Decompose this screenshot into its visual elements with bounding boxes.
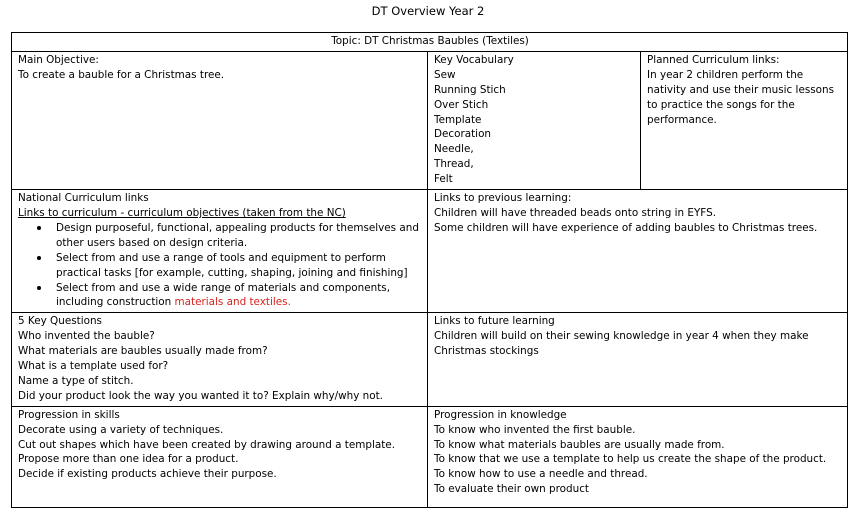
future-learning-cell <box>428 313 848 406</box>
planned-curriculum-heading: Planned Curriculum links: <box>647 53 780 66</box>
progression-knowledge-heading: Progression in knowledge <box>434 408 567 421</box>
vocab-item: Felt <box>434 173 453 186</box>
vocab-item: Decoration <box>434 128 492 141</box>
main-objective-heading: Main Objective: <box>18 53 99 66</box>
overview-table <box>11 32 848 508</box>
key-question: Name a type of stitch. <box>18 374 134 387</box>
vocab-item: Sew <box>434 68 456 81</box>
key-question: What materials are baubles usually made from? <box>18 345 268 358</box>
topic-header: Topic: DT Christmas Baubles (Textiles) <box>12 33 848 52</box>
main-objective-cell <box>12 51 428 189</box>
future-learning-text: Children will build on their sewing knowledge in year 4 when they make Christmas stockings <box>434 330 809 358</box>
vocab-item: Over Stich <box>434 98 489 111</box>
vocab-item: Needle, <box>434 143 474 156</box>
knowledge-item: To evaluate their own product <box>434 483 589 496</box>
key-vocabulary-cell <box>428 51 641 189</box>
previous-learning-heading: Links to previous learning: <box>434 192 572 205</box>
skill-item: Decide if existing products achieve their purpose. <box>18 468 277 481</box>
vocab-item: Template <box>434 113 482 126</box>
progression-skills-heading: Progression in skills <box>18 408 120 421</box>
progression-skills-cell <box>12 406 428 507</box>
skill-item: Propose more than one idea for a product. <box>18 453 239 466</box>
planned-curriculum-cell <box>641 51 848 189</box>
key-questions-cell <box>12 313 428 406</box>
key-questions-heading: 5 Key Questions <box>18 315 102 328</box>
knowledge-item: To know how to use a needle and thread. <box>434 468 648 481</box>
highlighted-text: materials and textiles. <box>174 296 291 309</box>
skill-item: Decorate using a variety of techniques. <box>18 423 224 436</box>
previous-learning-cell <box>428 190 848 313</box>
national-curriculum-heading: National Curriculum links <box>18 192 149 205</box>
document-title: DT Overview Year 2 <box>371 4 485 18</box>
progression-knowledge-cell <box>428 406 848 507</box>
previous-learning-line: Children will have threaded beads onto string in EYFS. <box>434 206 716 219</box>
key-question: Did your product look the way you wanted it to? Explain why/why not. <box>18 389 383 402</box>
planned-curriculum-text: In year 2 children perform the nativity and use their music lessons to practice the songs for the performance. <box>647 68 835 126</box>
curriculum-objectives-list <box>18 221 422 310</box>
knowledge-item: To know what materials baubles are usually made from. <box>434 438 725 451</box>
list-item: Select from and use a range of tools and equipment to perform practical tasks [for example, cutting, shaping, joining and finishing] <box>56 251 422 281</box>
list-item-text: Select from and use a wide range of materials and components, including construction <box>56 281 391 309</box>
list-item <box>56 281 422 311</box>
knowledge-item: To know that we use a template to help us create the shape of the product. <box>434 453 827 466</box>
key-vocabulary-heading: Key Vocabulary <box>434 53 514 66</box>
vocab-item: Thread, <box>434 158 474 171</box>
knowledge-item: To know who invented the first bauble. <box>434 423 636 436</box>
future-learning-heading: Links to future learning <box>434 315 555 328</box>
national-curriculum-cell <box>12 190 428 313</box>
skill-item: Cut out shapes which have been created by drawing around a template. <box>18 438 395 451</box>
key-question: Who invented the bauble? <box>18 330 155 343</box>
main-objective-text: To create a bauble for a Christmas tree. <box>18 68 225 81</box>
key-question: What is a template used for? <box>18 360 169 373</box>
list-item: Design purposeful, functional, appealing products for themselves and other users based on design criteria. <box>56 221 422 251</box>
vocab-item: Running Stich <box>434 83 506 96</box>
national-curriculum-subheading: Links to curriculum - curriculum objectives (taken from the NC) <box>18 206 346 219</box>
previous-learning-line: Some children will have experience of adding baubles to Christmas trees. <box>434 221 818 234</box>
